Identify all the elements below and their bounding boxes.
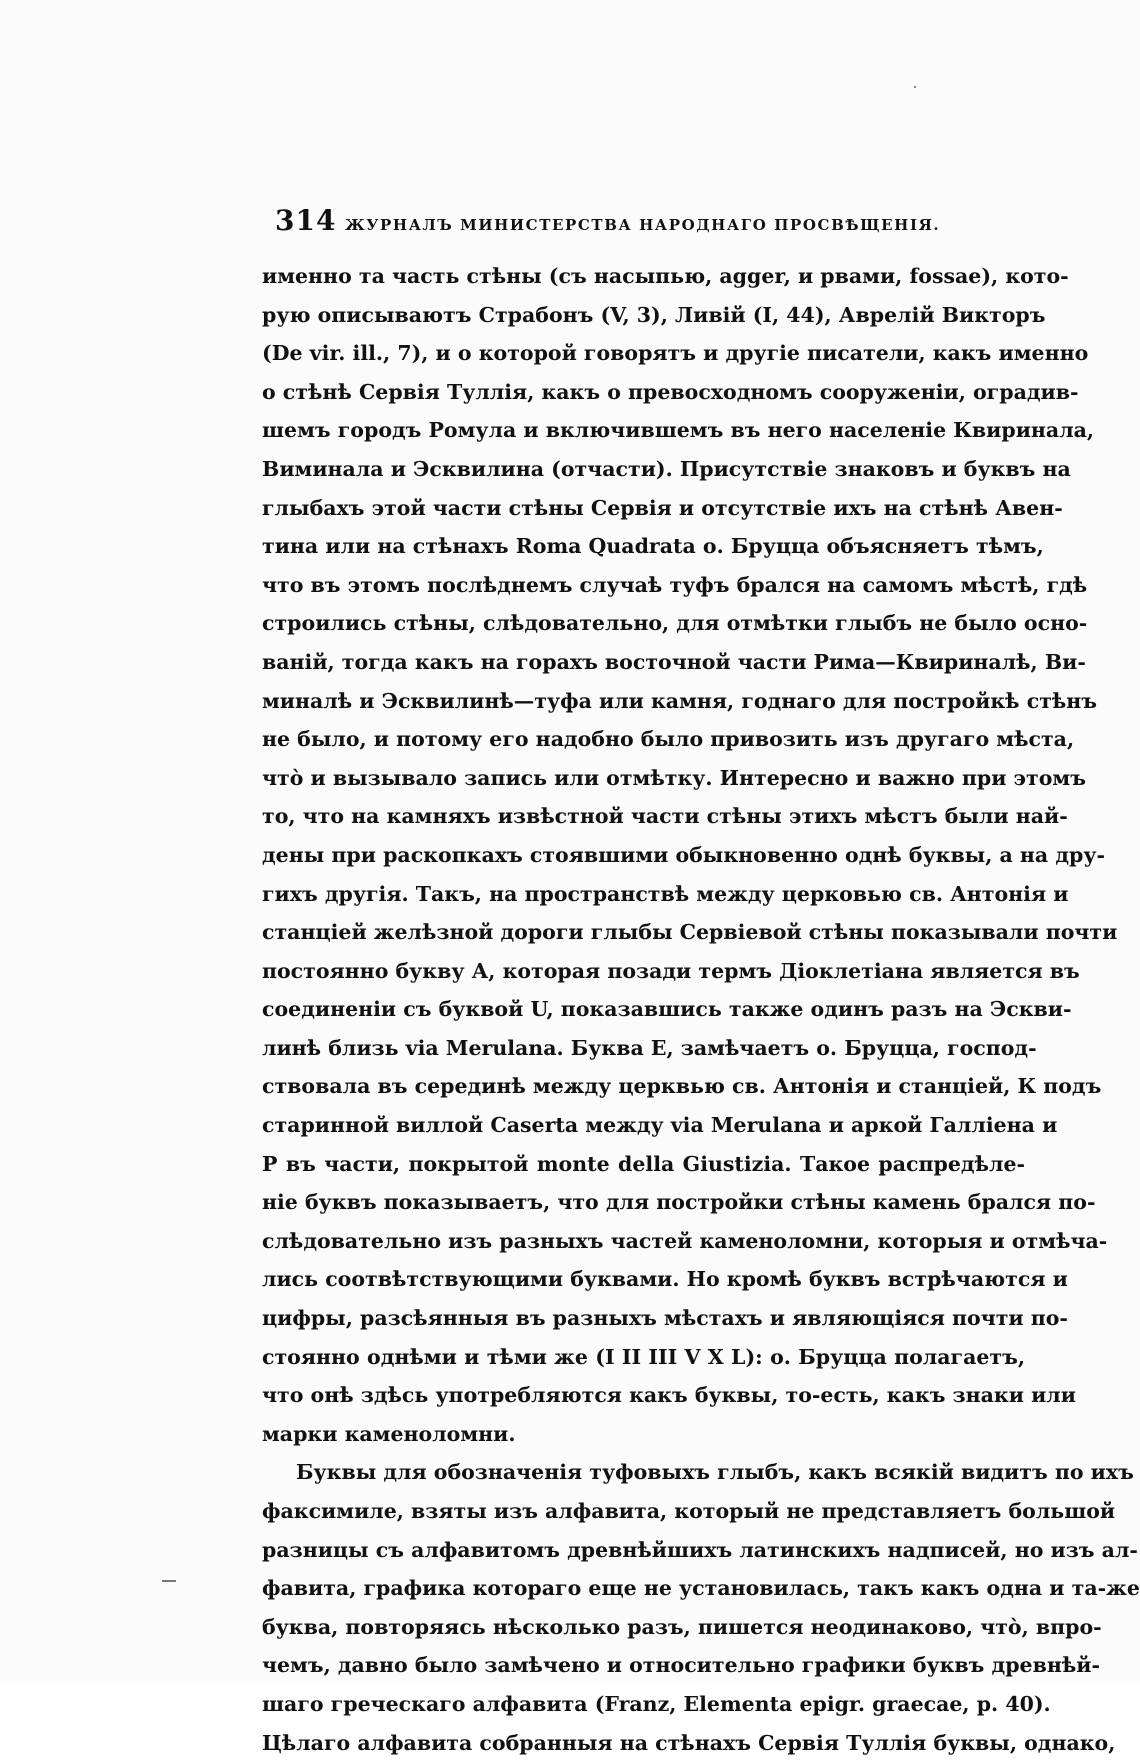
text-line: Р въ части, покрытой monte della Giustizia. Такое распредѣле- [262,1151,1025,1176]
text-line: именно та часть стѣны (съ насыпью, agger, и рвами, fossae), кото- [262,264,1069,288]
scan-dash [162,1580,176,1582]
text-line: станціей желѣзной дороги глыбы Сервіевой стѣны показывали почти [262,920,1118,945]
paragraph-end-line: марки каменоломни. [262,1421,516,1446]
text-line: лись соотвѣтствующими буквами. Но кромѣ буквъ встрѣчаются и [262,1267,1068,1292]
text-line: миналѣ и Эсквилинѣ—туфа или камня, годнаго для постройкѣ стѣнъ [262,688,1098,713]
paragraph-start-line: Буквы для обозначенія туфовыхъ глыбъ, какъ всякій видитъ по ихъ [296,1460,1134,1485]
page-number: 314 [275,204,337,237]
text-line: глыбахъ этой части стѣны Сервія и отсутствіе ихъ на стѣнѣ Авен- [262,495,1063,520]
text-line: гихъ другія. Такъ, на пространствѣ между церковью св. Антонія и [262,881,1069,906]
text-line: что онѣ здѣсь употребляются какъ буквы, то-есть, какъ знаки или [262,1383,1076,1408]
text-line: (De vir. ill., 7), и о которой говорятъ и другіе писатели, какъ именно [262,341,1089,366]
text-line: не было, и потому его надобно было привозить изъ другаго мѣста, [262,727,1075,752]
text-line: то, что на камняхъ извѣстной части стѣны этихъ мѣстъ были най- [262,804,1068,829]
text-line: ніе буквъ показываетъ, что для постройки стѣны камень брался по- [262,1190,1096,1215]
text-line: факсимиле, взяты изъ алфавита, который не представляетъ большой [262,1499,1116,1523]
text-line: слѣдовательно изъ разныхъ частей каменоломни, которыя и отмѣча- [262,1228,1108,1253]
text-line: соединеніи съ буквой U, показавшись также одинъ разъ на Эскви- [262,997,1072,1022]
text-line: стоянно однѣми и тѣми же (I II III V X L): о. Бруцца полагаетъ, [262,1344,1025,1369]
page-header [275,204,1020,238]
text-line: о стѣнѣ Сервія Туллія, какъ о превосходномъ сооруженіи, оградив- [262,379,1079,404]
text-line: рую описываютъ Страбонъ (V, 3), Ливій (I, 44), Аврелій Викторъ [262,302,1046,327]
text-line: старинной виллой Caserta между via Merulana и аркой Галліена и [262,1113,1058,1138]
text-line: шемъ городъ Ромула и включившемъ въ него населеніе Квиринала, [262,418,1095,443]
text-line: что въ этомъ послѣднемъ случаѣ туфъ брался на самомъ мѣстѣ, гдѣ [262,572,1088,597]
text-line: постоянно букву А, которая позади термъ Діоклетіана является въ [262,958,1080,983]
text-line: тина или на стѣнахъ Roma Quadrata о. Бруцца объясняетъ тѣмъ, [262,534,1044,559]
text-line: что̀ и вызывало запись или отмѣтку. Интересно и важно при этомъ [262,765,1086,790]
text-line: фавита, графика котораго еще не установилась, такъ какъ одна и та-же [262,1576,1140,1601]
text-line: строились стѣны, слѣдовательно, для отмѣтки глыбъ не было осно- [262,611,1088,636]
text-line: Цѣлаго алфавита собранныя на стѣнахъ Сервія Туллія буквы, однако, [262,1730,1116,1755]
text-line: буква, повторяясь нѣсколько разъ, пишется неодинаково, что̀, впро- [262,1614,1102,1639]
text-line: чемъ, давно было замѣчено и относительно графики буквъ древнѣй- [262,1653,1100,1678]
text-line: цифры, разсѣянныя въ разныхъ мѣстахъ и являющіяся почти по- [262,1306,1068,1331]
text-line: ствовала въ серединѣ между церквью св. Антонія и станціей, К подъ [262,1074,1102,1099]
text-line: линѣ близь via Merulana. Буква Е, замѣчаетъ о. Бруцца, господ- [262,1035,1037,1060]
body-text [262,257,1140,1762]
text-line: шаго греческаго алфавита (Franz, Elementa epigr. graecae, p. 40). [262,1691,1051,1716]
scan-speck [914,86,916,88]
text-line: дены при раскопкахъ стоявшими обыкновенно однѣ буквы, а на дру- [262,842,1105,867]
running-title: ЖУРНАЛЪ МИНИСТЕРСТВА НАРОДНАГО ПРОСВѢЩЕНІЯ. [345,216,941,234]
text-line: Виминала и Эсквилина (отчасти). Присутствіе знаковъ и буквъ на [262,456,1071,481]
text-line: разницы съ алфавитомъ древнѣйшихъ латинскихъ надписей, но изъ ал- [262,1537,1138,1562]
text-line: ваній, тогда какъ на горахъ восточной части Рима—Квириналѣ, Ви- [262,649,1086,674]
